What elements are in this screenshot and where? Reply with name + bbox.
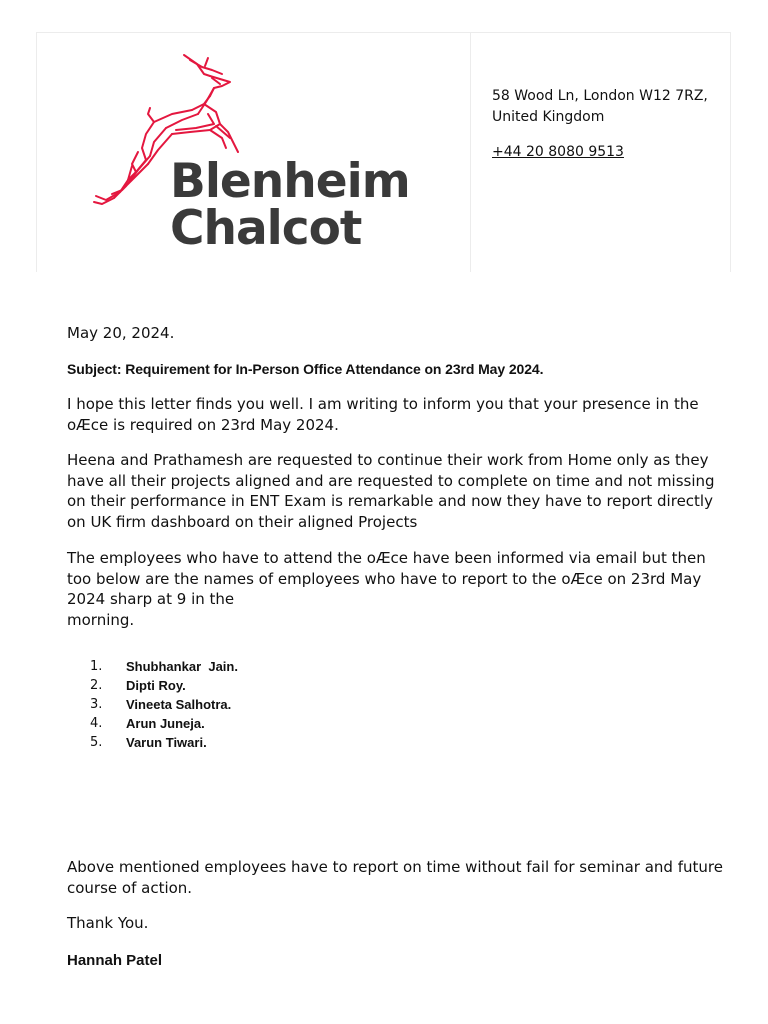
employee-name: Vineeta Salhotra.	[126, 697, 232, 712]
phone-link[interactable]: +44 20 8080 9513	[492, 144, 624, 160]
employee-name: Varun Tiwari.	[126, 735, 207, 750]
letter-paragraph-3-end: morning.	[67, 610, 135, 629]
list-item	[90, 733, 238, 752]
list-item	[90, 695, 238, 714]
company-address: 58 Wood Ln, London W12 7RZ, United Kingdom	[492, 88, 708, 125]
letter-paragraph-1: I hope this letter finds you well. I am writing to inform you that your presence in the oÆce is required on 23rd May 2024.	[67, 395, 699, 434]
employee-name: Dipti Roy.	[126, 678, 186, 693]
letter-subject: Subject: Requirement for In-Person Office Attendance on 23rd May 2024.	[67, 361, 544, 377]
list-item-number: 3.	[90, 697, 103, 712]
letter-paragraph-4: Above mentioned employees have to report on time without fail for seminar and future course of action.	[67, 858, 723, 897]
logo-text-line2: Chalcot	[170, 201, 362, 256]
letter-paragraph-3-text: The employees who have to attend the oÆce have been informed via email but then too below are the names of employees who have to report to the oÆce on 23rd May 2024 sharp at 9 in the	[67, 549, 706, 608]
letterhead-divider	[470, 32, 471, 272]
company-logo	[92, 52, 422, 257]
list-item-number: 1.	[90, 659, 103, 674]
list-item	[90, 657, 238, 676]
list-item	[90, 714, 238, 733]
list-item-number: 5.	[90, 735, 103, 750]
employee-list	[90, 657, 238, 752]
logo-text-line1: Blenheim	[170, 154, 410, 209]
employee-name: Shubhankar Jain.	[126, 659, 238, 674]
list-item	[90, 676, 238, 695]
signature-name: Hannah Patel	[67, 952, 163, 969]
letter-date: May 20, 2024.	[67, 324, 175, 342]
list-item-number: 2.	[90, 678, 103, 693]
employee-name: Arun Juneja.	[126, 716, 205, 731]
letter-paragraph-3	[67, 548, 727, 630]
letter-closing: Thank You.	[67, 914, 149, 932]
list-item-number: 4.	[90, 716, 103, 731]
letter-paragraph-2: Heena and Prathamesh are requested to continue their work from Home only as they have all their projects aligned and are requested to complete on time and not missing on their performance in ENT Exam is remarkable and now they have to report directly on UK firm dashboard on their aligned Projects	[67, 451, 715, 531]
